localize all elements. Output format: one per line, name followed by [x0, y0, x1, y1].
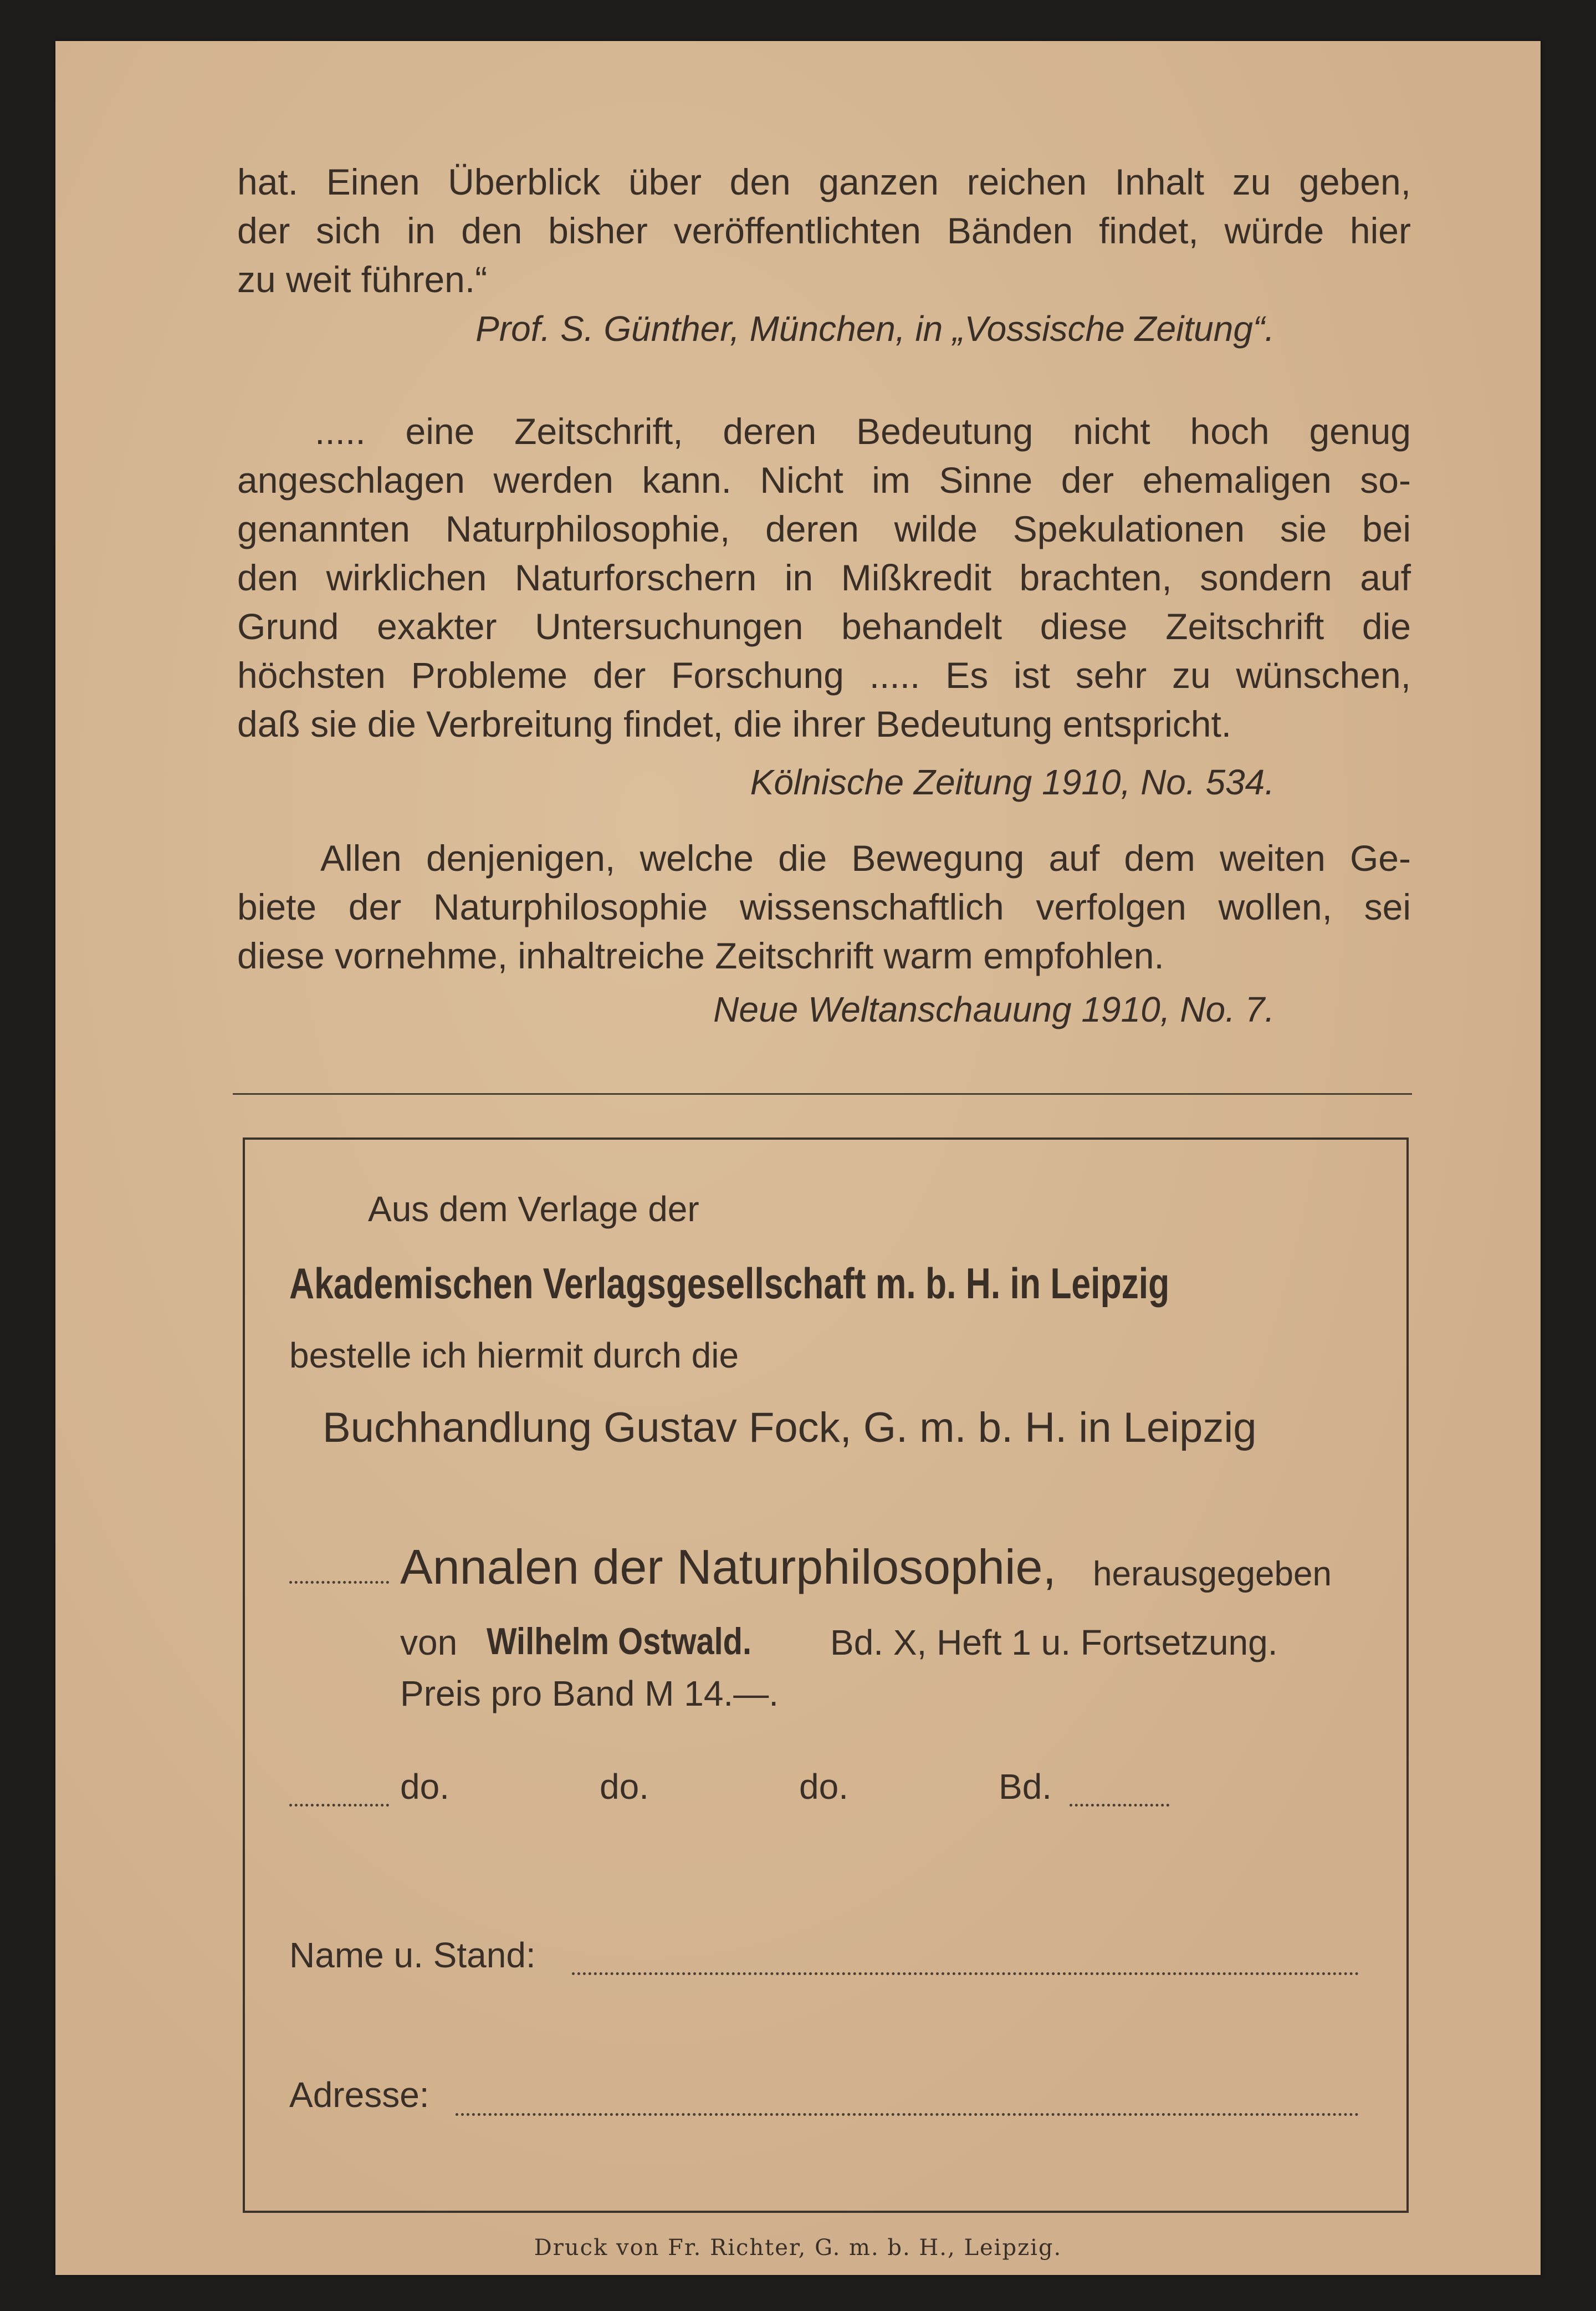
section-divider [233, 1093, 1412, 1095]
edited-by: herausgegeben [1093, 1555, 1332, 1593]
publisher-name: Akademischen Verlagsgesellschaft m. b. H. in Leipzig [289, 1259, 1170, 1308]
review-2-citation: Kölnische Zeitung 1910, No. 534. [750, 762, 1275, 802]
review-3-line: Allen denjenigen, welche die Bewegung auf dem weiten Ge- [320, 838, 1411, 879]
review-3-line: diese vornehme, inhaltreiche Zeitschrift warm empfohlen. [237, 935, 1164, 976]
review-2-line: angeschlagen werden kann. Nicht im Sinne der ehemaligen so- [237, 460, 1411, 501]
review-2-line: genannten Naturphilosophie, deren wilde Spekulationen sie bei [237, 508, 1411, 549]
review-2-line: daß sie die Verbreitung findet, die ihrer Bedeutung entspricht. [237, 703, 1232, 744]
ditto-quantity-blank[interactable] [289, 1789, 389, 1807]
review-1-citation: Prof. S. Günther, München, in „Vossische Zeitung“. [475, 309, 1275, 349]
ditto-mark: do. [600, 1767, 649, 1807]
volume-blank-line[interactable] [1070, 1789, 1169, 1807]
review-1-line: hat. Einen Überblick über den ganzen reichen Inhalt zu geben, [237, 161, 1411, 202]
bd-label: Bd. [999, 1767, 1052, 1807]
review-1-line: zu weit führen.“ [237, 259, 488, 300]
review-3-text [237, 834, 1411, 980]
ditto-mark: do. [400, 1767, 449, 1807]
order-form [243, 1137, 1409, 2213]
review-2-line: ..... eine Zeitschrift, deren Bedeutung nicht hoch genug [315, 411, 1411, 452]
review-3-citation: Neue Weltanschauung 1910, No. 7. [713, 989, 1275, 1029]
von-label: von [400, 1623, 458, 1662]
review-2-text [237, 407, 1411, 748]
printer-imprint: Druck von Fr. Richter, G. m. b. H., Leipzig. [534, 2235, 1062, 2261]
review-2-line: höchsten Probleme der Forschung ..... Es ist sehr zu wünschen, [237, 655, 1411, 696]
volume-info: Bd. X, Heft 1 u. Fortsetzung. [830, 1623, 1278, 1662]
review-2-line: den wirklichen Naturforschern in Mißkredit brachten, sondern auf [237, 557, 1411, 598]
name-label: Name u. Stand: [289, 1935, 536, 1975]
review-3-line: biete der Naturphilosophie wissenschaftlich verfolgen wollen, sei [237, 886, 1411, 927]
ditto-mark: do. [799, 1767, 848, 1807]
review-1-line: der sich in den bisher veröffentlichten Bänden findet, würde hier [237, 210, 1411, 251]
quantity-blank-line[interactable] [289, 1567, 389, 1584]
review-2-line: Grund exakter Untersuchungen behandelt diese Zeitschrift die [237, 606, 1411, 647]
name-field[interactable] [572, 1958, 1359, 1975]
order-line: bestelle ich hiermit durch die [289, 1335, 739, 1375]
document-page [55, 41, 1541, 2275]
address-label: Adresse: [289, 2075, 429, 2115]
review-1-text [237, 157, 1411, 304]
address-field[interactable] [456, 2099, 1359, 2116]
bookshop-name: Buchhandlung Gustav Fock, G. m. b. H. in Leipzig [323, 1404, 1257, 1451]
journal-title: Annalen der Naturphilosophie, [400, 1539, 1056, 1594]
price-info: Preis pro Band M 14.—. [400, 1674, 779, 1713]
editor-name: Wilhelm Ostwald. [487, 1620, 752, 1662]
form-intro: Aus dem Verlage der [368, 1189, 699, 1229]
